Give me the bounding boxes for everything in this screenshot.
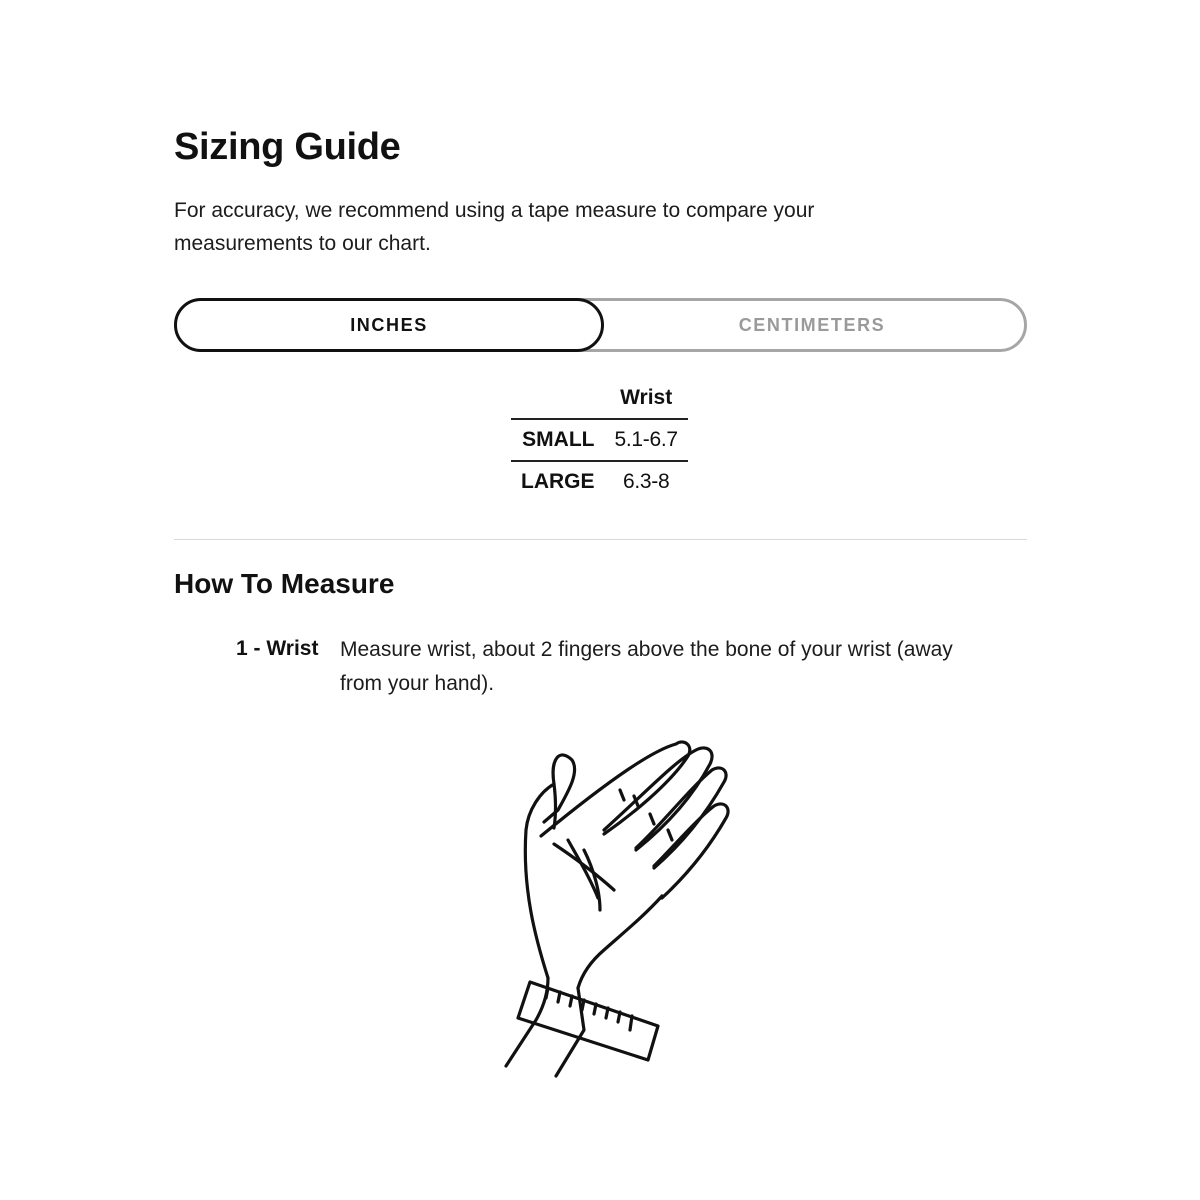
sizing-guide-page xyxy=(174,0,1027,1200)
step-description: Measure wrist, about 2 fingers above the bone of your wrist (away from your hand). xyxy=(340,638,953,695)
size-table xyxy=(511,378,688,502)
inches-toggle-button[interactable]: INCHES xyxy=(174,298,604,352)
table-header-wrist: Wrist xyxy=(605,378,688,419)
table-row xyxy=(511,461,688,502)
unit-toggle xyxy=(174,298,1027,352)
how-to-measure-title: How To Measure xyxy=(174,568,395,599)
centimeters-toggle-button[interactable]: CENTIMETERS xyxy=(738,314,886,335)
hand-wrist-tape-measure-icon xyxy=(444,730,764,1080)
table-row xyxy=(511,419,688,461)
table-header-empty xyxy=(511,378,605,419)
step-label: 1 - Wrist xyxy=(236,637,319,660)
intro-text: For accuracy, we recommend using a tape measure to compare your measurements to our chart. xyxy=(174,199,815,255)
wrist-range: 6.3-8 xyxy=(622,470,670,493)
wrist-range: 5.1-6.7 xyxy=(605,419,688,461)
size-name: SMALL xyxy=(511,419,605,461)
section-divider xyxy=(174,539,1027,540)
page-title: Sizing Guide xyxy=(174,126,401,168)
size-name: LARGE xyxy=(521,470,595,493)
table-header-row xyxy=(511,378,688,419)
